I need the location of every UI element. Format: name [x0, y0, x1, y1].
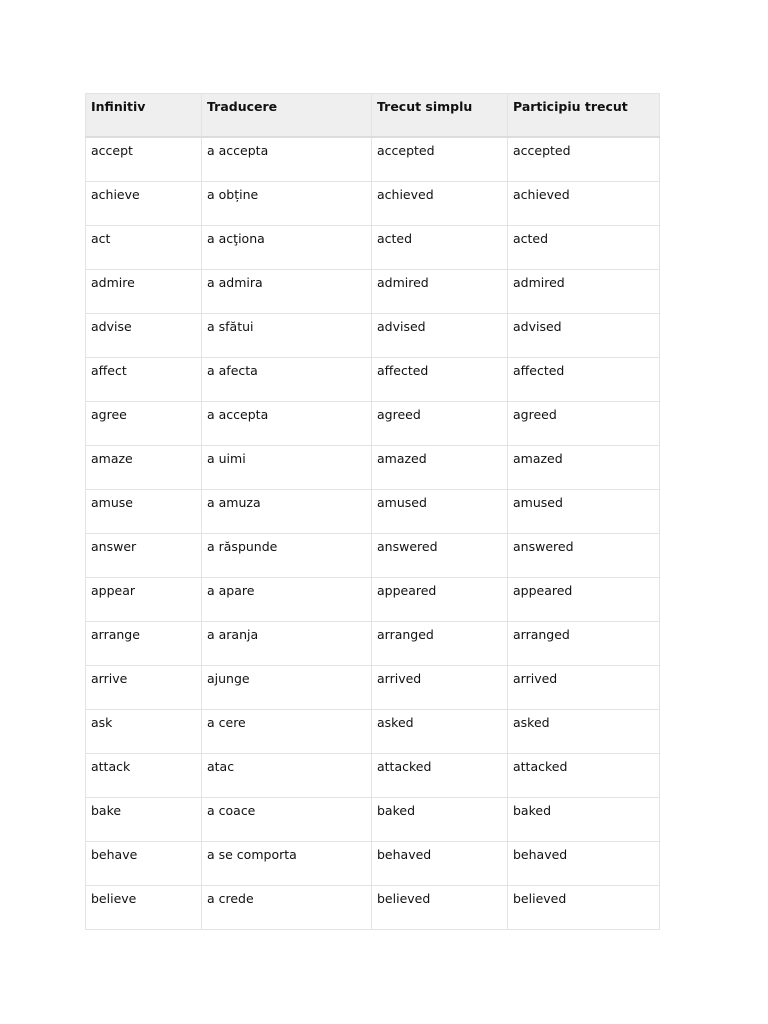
- infinitiv-cell: believe: [86, 886, 202, 930]
- infinitiv-cell: behave: [86, 842, 202, 886]
- traducere-cell: a amuza: [202, 490, 372, 534]
- table-row: [86, 578, 660, 622]
- participiu-trecut-cell: baked: [508, 798, 660, 842]
- table-row: [86, 754, 660, 798]
- table-row: [86, 666, 660, 710]
- infinitiv-cell: act: [86, 226, 202, 270]
- trecut-simplu-cell: baked: [372, 798, 508, 842]
- traducere-cell: a accepta: [202, 402, 372, 446]
- table-header: [86, 94, 660, 138]
- trecut-simplu-cell: arranged: [372, 622, 508, 666]
- table-row: [86, 622, 660, 666]
- table-row: [86, 182, 660, 226]
- trecut-simplu-cell: affected: [372, 358, 508, 402]
- table-row: [86, 886, 660, 930]
- infinitiv-cell: achieve: [86, 182, 202, 226]
- traducere-cell: a coace: [202, 798, 372, 842]
- table-row: [86, 137, 660, 182]
- participiu-trecut-cell: asked: [508, 710, 660, 754]
- participiu-trecut-cell: amused: [508, 490, 660, 534]
- traducere-cell: a răspunde: [202, 534, 372, 578]
- table-row: [86, 842, 660, 886]
- table-row: [86, 314, 660, 358]
- table-row: [86, 710, 660, 754]
- participiu-trecut-cell: arrived: [508, 666, 660, 710]
- participiu-trecut-cell: agreed: [508, 402, 660, 446]
- infinitiv-cell: accept: [86, 137, 202, 182]
- trecut-simplu-cell: arrived: [372, 666, 508, 710]
- table-row: [86, 798, 660, 842]
- header-row: [86, 94, 660, 138]
- traducere-cell: ajunge: [202, 666, 372, 710]
- table-row: [86, 446, 660, 490]
- traducere-cell: atac: [202, 754, 372, 798]
- traducere-cell: a cere: [202, 710, 372, 754]
- participiu-trecut-cell: believed: [508, 886, 660, 930]
- traducere-cell: a obține: [202, 182, 372, 226]
- traducere-cell: a acţiona: [202, 226, 372, 270]
- participiu-trecut-cell: amazed: [508, 446, 660, 490]
- trecut-simplu-cell: attacked: [372, 754, 508, 798]
- infinitiv-cell: ask: [86, 710, 202, 754]
- traducere-cell: a apare: [202, 578, 372, 622]
- trecut-simplu-cell: amazed: [372, 446, 508, 490]
- infinitiv-cell: answer: [86, 534, 202, 578]
- infinitiv-cell: arrange: [86, 622, 202, 666]
- participiu-trecut-cell: arranged: [508, 622, 660, 666]
- infinitiv-cell: attack: [86, 754, 202, 798]
- infinitiv-cell: admire: [86, 270, 202, 314]
- participiu-trecut-cell: behaved: [508, 842, 660, 886]
- verb-table: [85, 93, 660, 930]
- trecut-simplu-cell: admired: [372, 270, 508, 314]
- trecut-simplu-cell: asked: [372, 710, 508, 754]
- header-traducere: Traducere: [202, 94, 372, 138]
- traducere-cell: a uimi: [202, 446, 372, 490]
- traducere-cell: a admira: [202, 270, 372, 314]
- trecut-simplu-cell: achieved: [372, 182, 508, 226]
- table-row: [86, 534, 660, 578]
- infinitiv-cell: affect: [86, 358, 202, 402]
- trecut-simplu-cell: agreed: [372, 402, 508, 446]
- infinitiv-cell: agree: [86, 402, 202, 446]
- participiu-trecut-cell: advised: [508, 314, 660, 358]
- traducere-cell: a crede: [202, 886, 372, 930]
- trecut-simplu-cell: amused: [372, 490, 508, 534]
- table-row: [86, 270, 660, 314]
- table-row: [86, 226, 660, 270]
- table-row: [86, 358, 660, 402]
- participiu-trecut-cell: attacked: [508, 754, 660, 798]
- infinitiv-cell: advise: [86, 314, 202, 358]
- participiu-trecut-cell: admired: [508, 270, 660, 314]
- infinitiv-cell: arrive: [86, 666, 202, 710]
- table-row: [86, 490, 660, 534]
- trecut-simplu-cell: answered: [372, 534, 508, 578]
- participiu-trecut-cell: acted: [508, 226, 660, 270]
- infinitiv-cell: bake: [86, 798, 202, 842]
- trecut-simplu-cell: behaved: [372, 842, 508, 886]
- participiu-trecut-cell: achieved: [508, 182, 660, 226]
- trecut-simplu-cell: acted: [372, 226, 508, 270]
- table-body: [86, 137, 660, 930]
- participiu-trecut-cell: appeared: [508, 578, 660, 622]
- participiu-trecut-cell: accepted: [508, 137, 660, 182]
- participiu-trecut-cell: answered: [508, 534, 660, 578]
- trecut-simplu-cell: advised: [372, 314, 508, 358]
- header-participiu-trecut: Participiu trecut: [508, 94, 660, 138]
- trecut-simplu-cell: accepted: [372, 137, 508, 182]
- participiu-trecut-cell: affected: [508, 358, 660, 402]
- traducere-cell: a aranja: [202, 622, 372, 666]
- traducere-cell: a accepta: [202, 137, 372, 182]
- traducere-cell: a afecta: [202, 358, 372, 402]
- header-infinitiv: Infinitiv: [86, 94, 202, 138]
- trecut-simplu-cell: appeared: [372, 578, 508, 622]
- header-trecut-simplu: Trecut simplu: [372, 94, 508, 138]
- trecut-simplu-cell: believed: [372, 886, 508, 930]
- infinitiv-cell: amaze: [86, 446, 202, 490]
- traducere-cell: a sfătui: [202, 314, 372, 358]
- table-row: [86, 402, 660, 446]
- infinitiv-cell: amuse: [86, 490, 202, 534]
- traducere-cell: a se comporta: [202, 842, 372, 886]
- infinitiv-cell: appear: [86, 578, 202, 622]
